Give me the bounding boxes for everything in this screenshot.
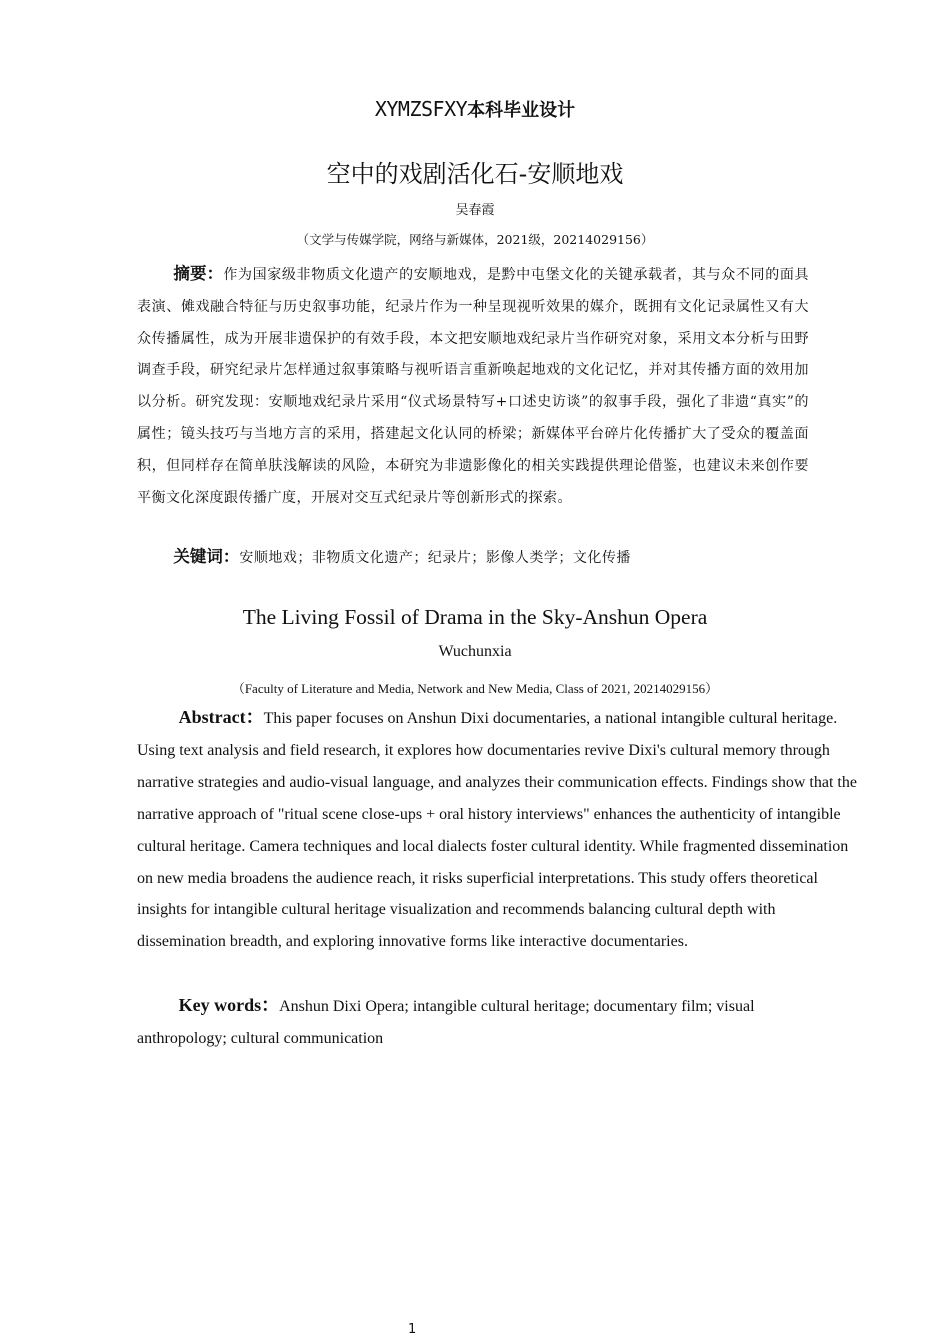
abstract-english-text: This paper focuses on Anshun Dixi documentaries, a national intangible cultural heritage. Using text analysis and field research, it explores how documentaries revive Dixi's cultural memory through narrative strategies and audio-visual language, and analyzes their communication effects. Findings show that the narrative approach of "ritual scene close-ups + oral history interviews" enhances the authenticity of intangible cultural heritage. Camera techniques and local dialects foster cultural identity. While fragmented dissemination on new media broadens the audience reach, it risks superficial interpretations. This study offers theoretical insights for intangible cultural heritage visualization and recommends balancing cultural depth with dissemination breadth, and exploring innovative forms like interactive documentaries. <box>137 710 857 951</box>
keywords-chinese <box>137 543 809 572</box>
keywords-english <box>137 989 837 1055</box>
title-english: The Living Fossil of Drama in the Sky-Anshun Opera <box>242 605 708 629</box>
keywords-english-label: Key words： <box>178 995 280 1015</box>
keywords-english-text: Anshun Dixi Opera; intangible cultural heritage; documentary film; visual anthropology; cultural communication <box>137 998 755 1047</box>
author-english: Wuchunxia <box>438 643 512 660</box>
affiliation-english: （Faculty of Literature and Media, Network and New Media, Class of 2021, 20214029156） <box>231 681 719 696</box>
abstract-english-label: Abstract： <box>178 707 264 727</box>
header-thesis-type: 本科毕业设计 <box>467 100 576 121</box>
author-chinese: 吴春霞 <box>455 203 495 218</box>
abstract-chinese <box>137 258 809 514</box>
abstract-chinese-label: 摘要： <box>173 264 224 283</box>
abstract-chinese-text: 作为国家级非物质文化遗产的安顺地戏，是黔中屯堡文化的关键承载者，其与众不同的面具表演、傩戏融合特征与历史叙事功能，纪录片作为一种呈现视听效果的媒介，既拥有文化记录属性又有大众传播属性，成为开展非遗保护的有效手段，本文把安顺地戏纪录片当作研究对象，采用文本分析与田野调查手段，研究纪录片怎样通过叙事策略与视听语言重新唤起地戏的文化记忆，并对其传播方面的效用加以分析。研究发现：安顺地戏纪录片采用“仪式场景特写+口述史访谈”的叙事手段，强化了非遗“真实”的属性；镜头技巧与当地方言的采用，搭建起文化认同的桥梁；新媒体平台碎片化传播扩大了受众的覆盖面积，但同样存在简单肤浅解读的风险，本研究为非遗影像化的相关实践提供理论借鉴，也建议未来创作要平衡文化深度跟传播广度，开展对交互式纪录片等创新形式的探索。 <box>137 267 809 506</box>
title-chinese: 空中的戏剧活化石-安顺地戏 <box>326 160 624 188</box>
affiliation-chinese: （文学与传媒学院，网络与新媒体，2021级，20214029156） <box>296 232 654 247</box>
keywords-chinese-text: 安顺地戏；非物质文化遗产；纪录片；影像人类学；文化传播 <box>239 550 631 566</box>
document-header <box>0 96 950 122</box>
header-school-code: XYMZSFXY <box>374 97 468 121</box>
page-number: 1 <box>408 1322 417 1337</box>
keywords-chinese-label: 关键词： <box>173 547 240 566</box>
abstract-english <box>137 702 859 958</box>
